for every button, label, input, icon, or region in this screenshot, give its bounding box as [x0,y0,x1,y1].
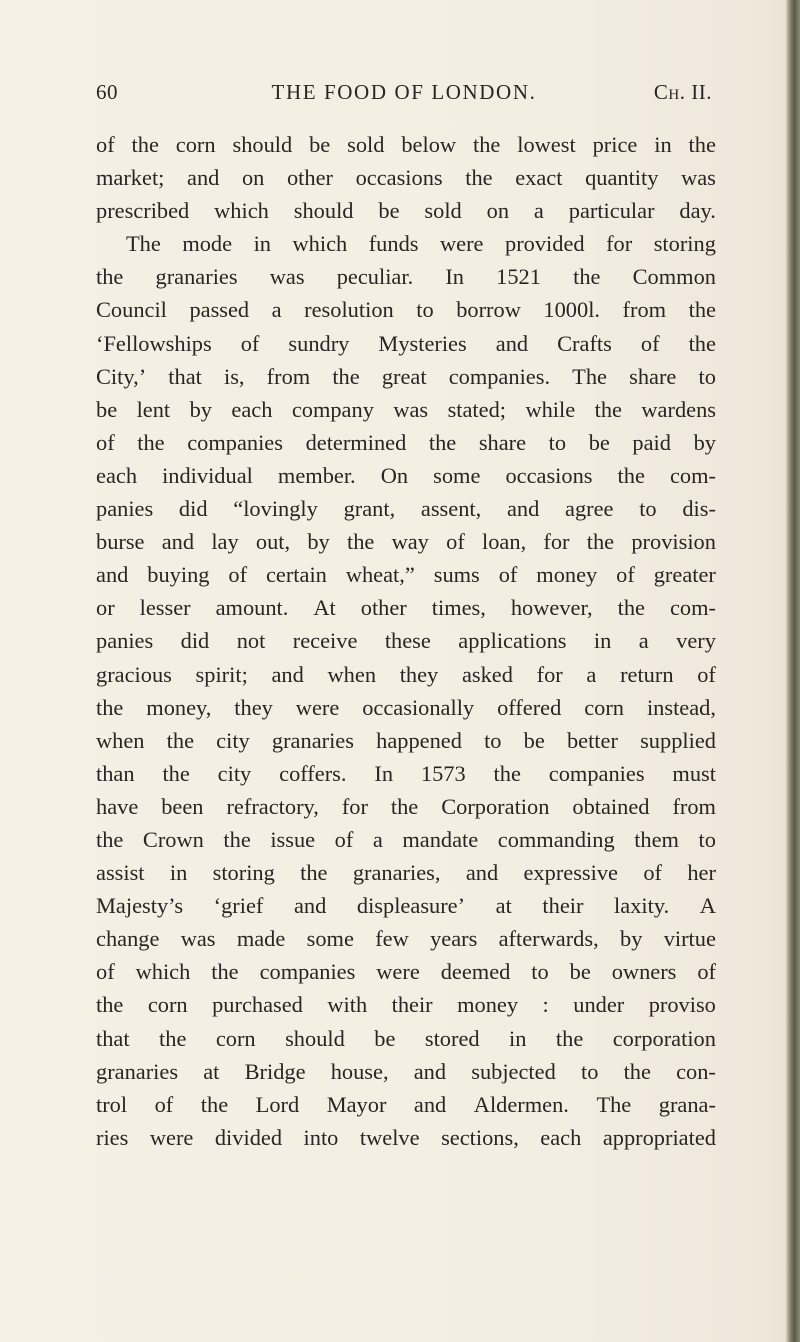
text-line: prescribed which should be sold on a particular day. [96,198,716,224]
chapter-label: Ch. II. [653,80,712,104]
text-line: the corn purchased with their money : under proviso [96,992,716,1018]
text-line: change was made some few years afterwards, by virtue [96,926,716,952]
text-line: the Crown the issue of a mandate commanding them to [96,826,716,852]
text-line: and buying of certain wheat,” sums of money of greater [96,562,716,588]
text-line: ries were divided into twelve sections, each appropriated [96,1124,716,1150]
text-line: than the city coffers. In 1573 the companies must [96,760,716,786]
text-line: the money, they were occasionally offered corn instead, [96,694,716,720]
text-line: of which the companies were deemed to be owners of [96,959,716,985]
paragraph-start-line: The mode in which funds were provided for storing [126,231,716,257]
text-line: granaries at Bridge house, and subjected to the con- [96,1058,716,1084]
text-line: each individual member. On some occasions the com- [96,462,716,488]
text-line: burse and lay out, by the way of loan, for the provision [96,529,716,555]
text-line: of the companies determined the share to be paid by [96,429,716,455]
page-number: 60 [96,80,118,104]
text-line: or lesser amount. At other times, however, the com- [96,595,716,621]
text-line: panies did “lovingly grant, assent, and agree to dis- [96,496,716,522]
text-line: market; and on other occasions the exact quantity was [96,165,716,191]
body-text [96,128,716,1154]
text-line: trol of the Lord Mayor and Aldermen. The grana- [96,1091,716,1117]
text-line: gracious spirit; and when they asked for a return of [96,661,716,687]
text-line: have been refractory, for the Corporation obtained from [96,793,716,819]
text-line: panies did not receive these applications in a very [96,628,716,654]
running-title: THE FOOD OF LONDON. [271,80,537,104]
text-line: Council passed a resolution to borrow 1000l. from the [96,297,716,323]
text-line: ‘Fellowships of sundry Mysteries and Crafts of the [96,330,716,356]
text-line: the granaries was peculiar. In 1521 the Common [96,264,716,290]
page-header [96,80,712,110]
text-line: City,’ that is, from the great companies. The share to [96,363,716,389]
text-line: assist in storing the granaries, and expressive of her [96,860,716,886]
text-line: be lent by each company was stated; while the wardens [96,396,716,422]
text-line: of the corn should be sold below the lowest price in the [96,132,716,157]
text-line: that the corn should be stored in the corporation [96,1025,716,1051]
page-binding-edge [786,0,800,1342]
text-line: when the city granaries happened to be better supplied [96,727,716,753]
text-line: Majesty’s ‘grief and displeasure’ at their laxity. A [96,893,716,919]
